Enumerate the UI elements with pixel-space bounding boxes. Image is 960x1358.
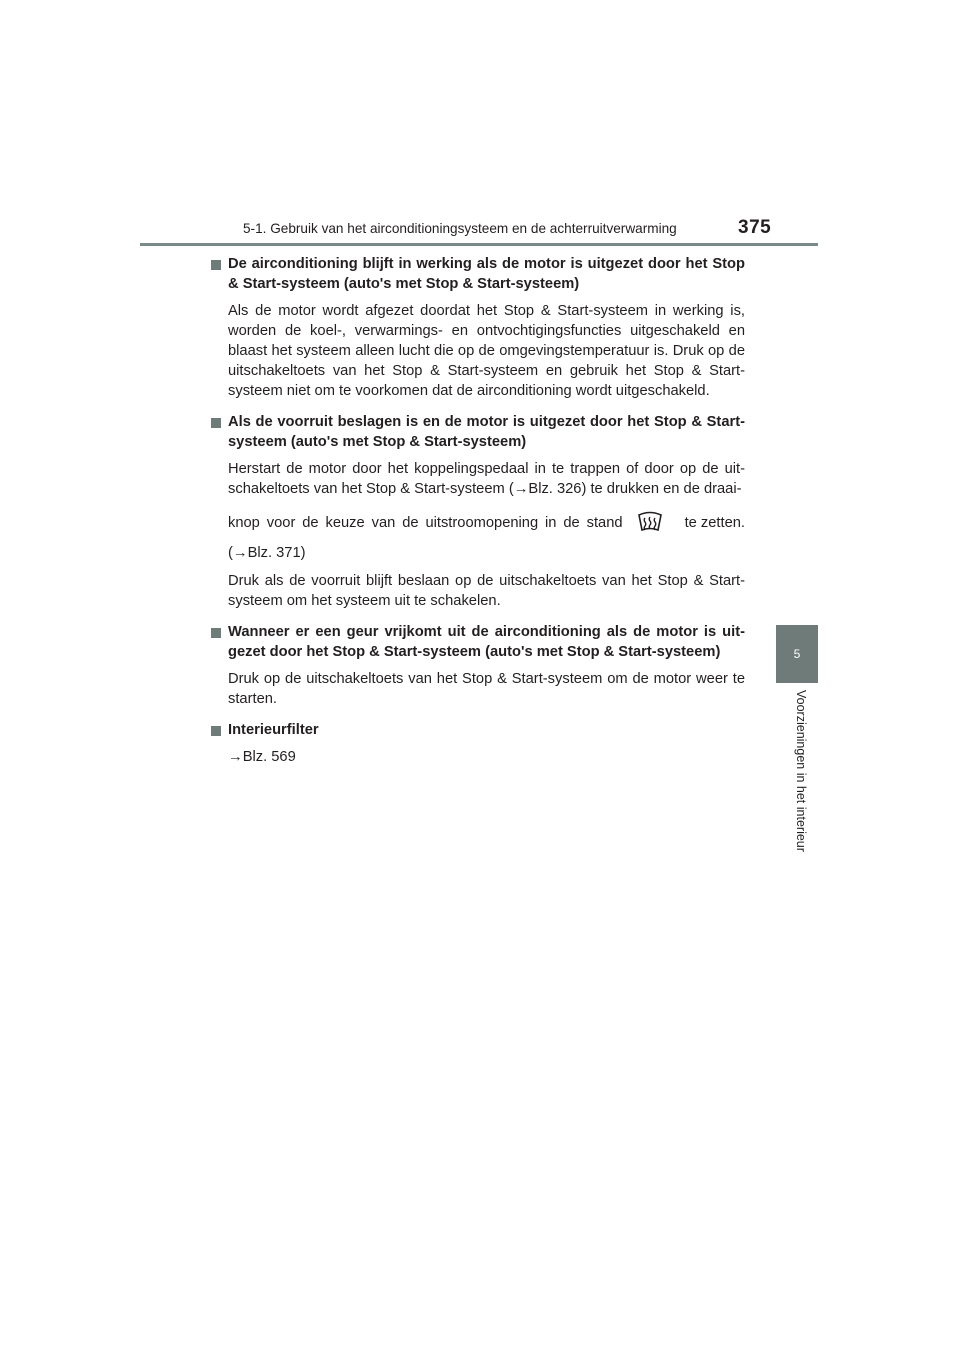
square-bullet-icon	[211, 418, 221, 428]
page-number: 375	[738, 217, 772, 238]
section-heading	[210, 720, 745, 740]
section-body: Herstart de motor door het koppelingspedaal in te trappen of door op de uit-schakeltoets van het Stop & Start-systeem (→Blz. 326) te drukken en de draai-	[228, 461, 745, 497]
section-body: Druk op de uitschakeltoets van het Stop & Start-systeem om de motor weer te starten.	[228, 671, 745, 707]
section-interior-filter	[210, 720, 745, 767]
page-content	[210, 254, 745, 778]
section-heading-text: De airconditioning blijft in werking als de motor is uitgezet door het Stop & Start-systeem (auto's met Stop & Start-systeem)	[228, 256, 745, 292]
section-heading	[210, 412, 745, 452]
windshield-defroster-icon	[637, 511, 663, 535]
section-heading	[210, 254, 745, 294]
square-bullet-icon	[211, 726, 221, 736]
section-heading	[210, 622, 745, 662]
square-bullet-icon	[211, 628, 221, 638]
instruction-text: knop voor de keuze van de uitstroomopening in de stand	[228, 515, 623, 531]
chapter-number: 5	[793, 647, 801, 661]
instruction-text-end: te zetten.	[684, 515, 745, 531]
section-heading-text: Interieurfilter	[228, 722, 319, 738]
page-reference: →Blz. 569	[228, 749, 296, 765]
square-bullet-icon	[211, 260, 221, 270]
chapter-label: Voorzieningen in het interieur	[794, 690, 808, 852]
section-fogged-windshield	[210, 412, 745, 611]
section-body: Als de motor wordt afgezet doordat het Stop & Start-systeem in werking is, worden de koel-, verwarmings- en ontvochtigingsfuncties uitgeschakeld en blaast het systeem alleen lucht die op de omgevingstemperatuur is. Druk op de uitschakeltoets van het Stop & Start-systeem en gebruik het Stop & Start-systeem niet om te voorkomen dat de airconditioning wordt uitgeschakeld.	[228, 303, 745, 399]
section-ac-stop-start	[210, 254, 745, 401]
header-rule	[140, 243, 818, 246]
section-body: Druk als de voorruit blijft beslaan op de uitschakeltoets van het Stop & Start-systeem om het systeem uit te schakelen.	[228, 573, 745, 609]
section-odor	[210, 622, 745, 709]
page-reference: (→Blz. 371)	[228, 545, 306, 561]
header-title: 5-1. Gebruik van het airconditioningsysteem en de achterruitverwarming	[243, 221, 677, 236]
section-heading-text: Wanneer er een geur vrijkomt uit de airconditioning als de motor is uit-gezet door het Stop & Start-systeem (auto's met Stop & Start-systeem)	[228, 624, 745, 660]
chapter-tab[interactable]	[776, 625, 818, 683]
section-heading-text: Als de voorruit beslagen is en de motor is uitgezet door het Stop & Start-systeem (auto's met Stop & Start-systeem)	[228, 414, 745, 450]
defroster-instruction	[228, 511, 745, 535]
